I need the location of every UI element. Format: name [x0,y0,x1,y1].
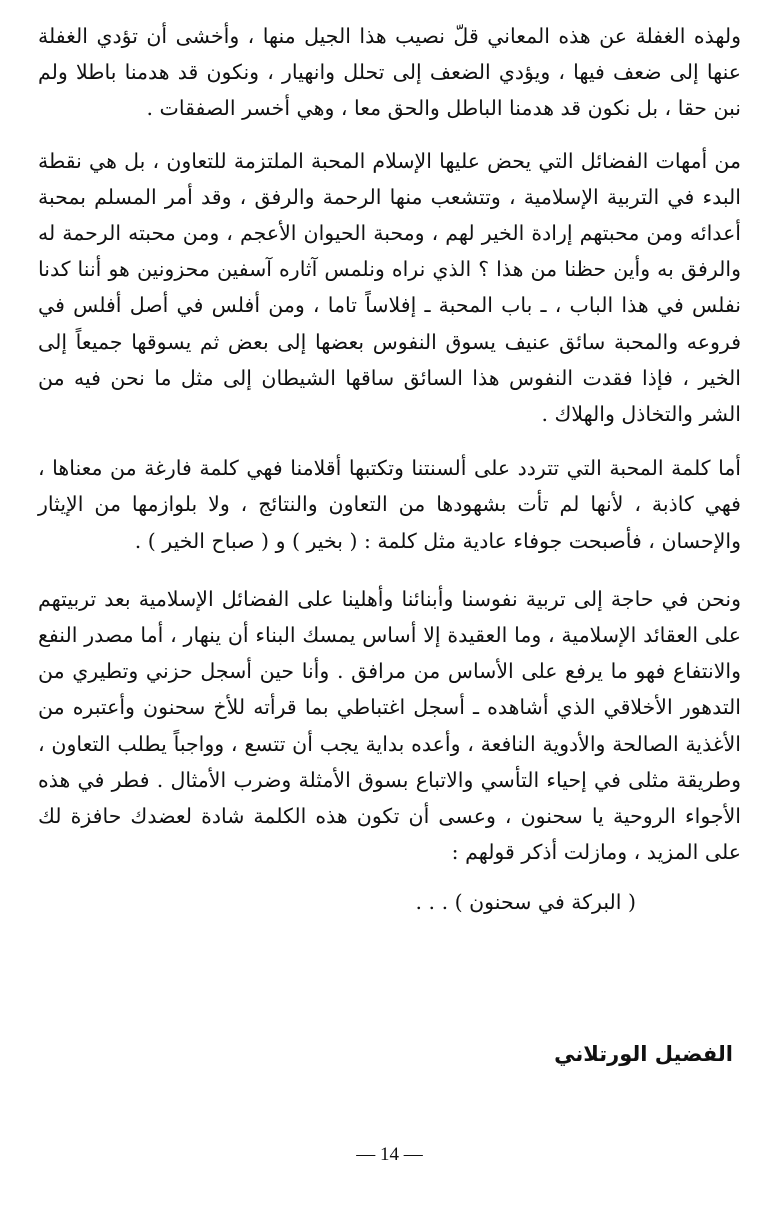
document-body [38,18,741,920]
paragraph-4: ونحن في حاجة إلى تربية نفوسنا وأبنائنا وأهلينا على الفضائل الإسلامية بعد تربيتهم على العقائد الإسلامية ، وما العقيدة إلا أساس يمسك البناء أن ينهار ، أما مصدر النفع والانتفاع فهو ما يرفع على الأساس من مرافق . وأنا حين أسجل حزني وتطيري من التدهور الأخلاقي الذي أشاهده ـ أسجل اغتباطي بما قرأته للأخ سحنون وأعتبره من الأغذية الصالحة والأدوية النافعة ، وأعده بداية يجب أن تتسع ، وواجباً يطلب التعاون ، وطريقة مثلى في إحياء التأسي والاتباع بسوق الأمثلة وضرب الأمثال . فطر في هذه الأجواء الروحية يا سحنون ، وعسى أن تكون هذه الكلمة شادة لعضدك حافزة لك على المزيد ، ومازلت أذكر قولهم : [38,586,741,865]
author-signature: الفضيل الورتلاني [554,1042,733,1066]
quote-line: ( البركة في سحنون ) . . . [415,890,636,915]
page-number: — 14 — [356,1144,423,1165]
paragraph-3: أما كلمة المحبة التي تتردد على ألسنتنا وتكتبها أقلامنا فهي كلمة فارغة من معناها ، فهي كاذبة ، لأنها لم تأت بشهودها من التعاون والنتائج ، ولا بلوازمها من الإيثار والإحسان ، فأصبحت جوفاء عادية مثل كلمة : ( بخير ) و ( صباح الخير ) . [38,456,741,553]
paragraph-1: ولهذه الغفلة عن هذه المعاني قلّ نصيب هذا الجيل منها ، وأخشى أن تؤدي الغفلة عنها إلى ضعف فيها ، ويؤدي الضعف إلى تحلل وانهيار ، ونكون قد هدمنا باطلا ولم نبن حقا ، بل نكون قد هدمنا الباطل والحق معا ، وهي أخسر الصفقات . [38,24,741,121]
paragraph-2: من أمهات الفضائل التي يحض عليها الإسلام المحبة الملتزمة للتعاون ، بل هي نقطة البدء في التربية الإسلامية ، وتتشعب منها الرحمة والرفق ، وقد أمر المسلم بمحبة أعدائه ومن محبتهم إرادة الخير لهم ، ومحبة الحيوان الأعجم ، ومن محبته الرحمة له والرفق به وأين حظنا من هذا ؟ الذي نراه ونلمس آثاره آسفين محزونين هو أننا كدنا نفلس في هذا الباب ، ـ باب المحبة ـ إفلاساً تاما ، ومن أفلس في أصل أفلس في فروعه والمحبة سائق عنيف يسوق النفوس بعضها إلى بعض ثم يسوقها جميعاً إلى الخير ، فإذا فقدت النفوس هذا السائق ساقها الشيطان إلى مثل ما نحن فيه من الشر والتخاذل والهلاك . [38,148,741,427]
